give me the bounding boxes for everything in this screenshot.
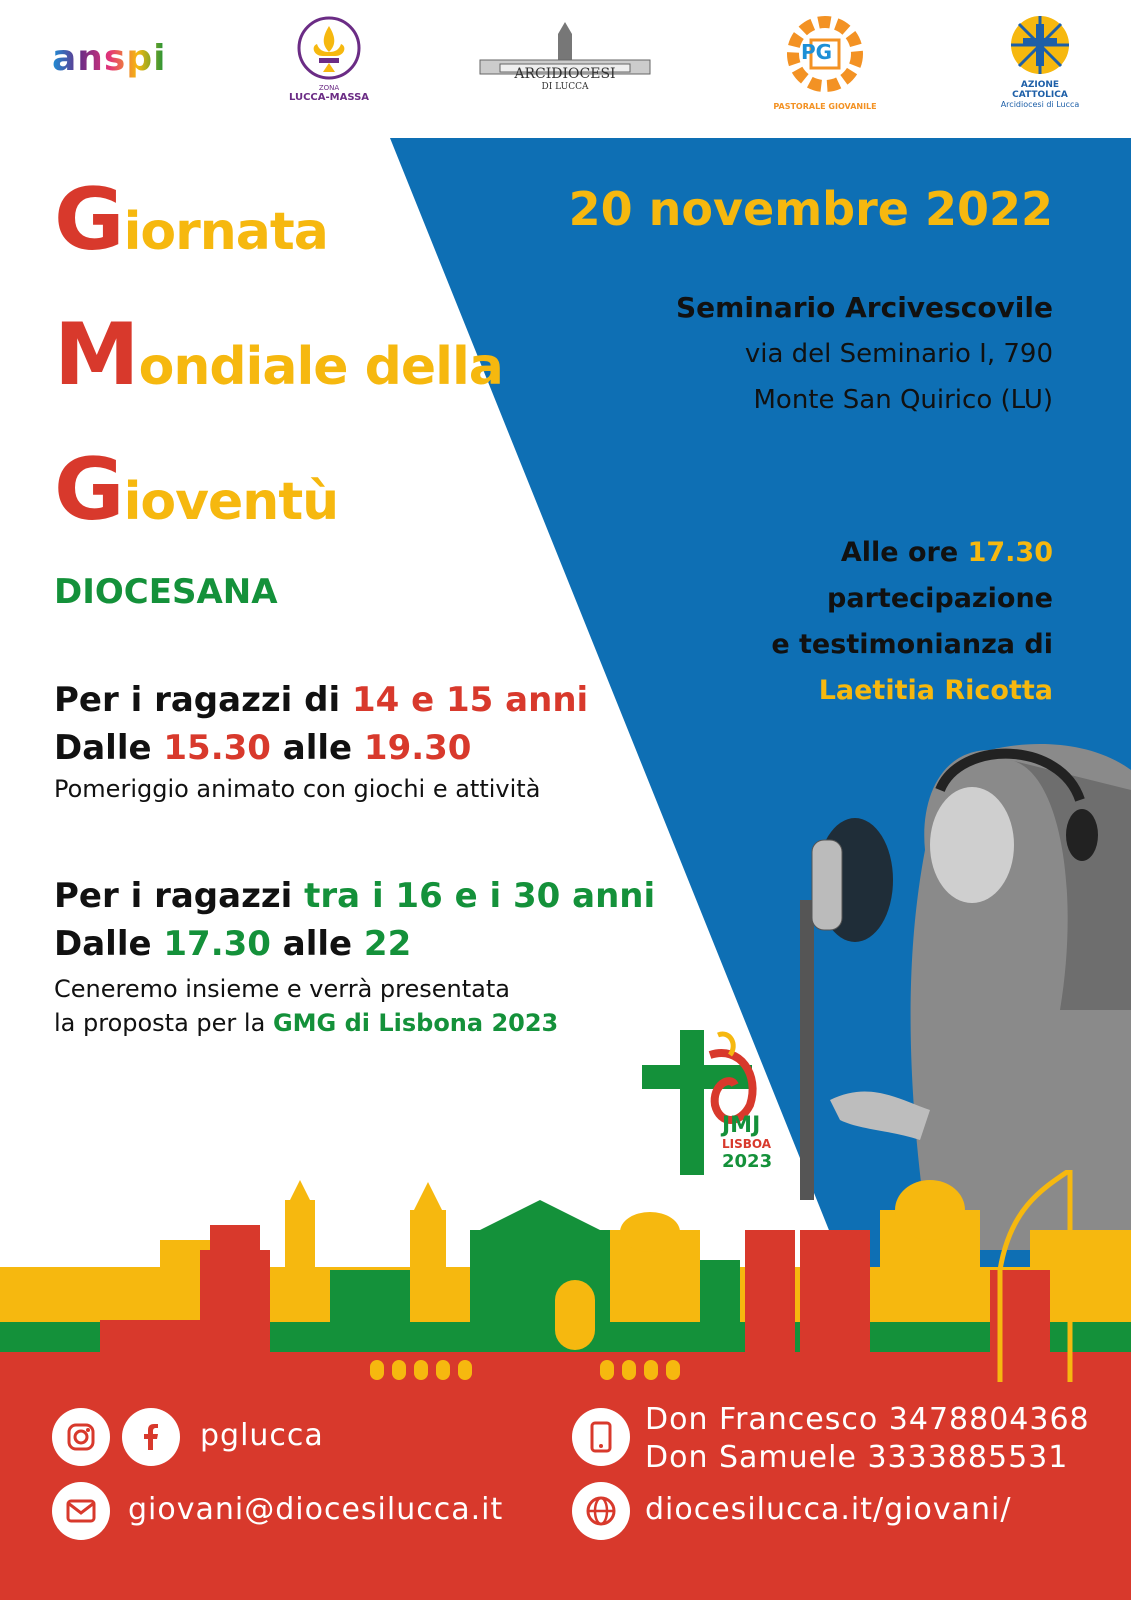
testimony-info: Alle ore 17.30 partecipazione e testimonianza di Laetitia Ricotta: [771, 537, 1053, 706]
event-venue: Seminario Arcivescovile via del Seminario I, 790 Monte San Quirico (LU): [675, 291, 1053, 415]
title-line-gioventu: Gioventù: [54, 440, 339, 540]
event-date: 20 novembre 2022: [568, 182, 1053, 236]
social-handle[interactable]: pglucca: [200, 1418, 324, 1453]
cross-rays-icon: [1009, 14, 1071, 76]
email-icon[interactable]: [52, 1482, 110, 1540]
phone-icon: [572, 1408, 630, 1466]
lisbon-skyline: [0, 1170, 1131, 1385]
partner-logos: [0, 0, 1131, 130]
contact-don-samuele: Don Samuele 3333885531: [645, 1440, 1069, 1475]
footer-contacts: [0, 1382, 1131, 1600]
facebook-icon[interactable]: [122, 1408, 180, 1466]
group-16-30: Per i ragazzi tra i 16 e i 30 anni Dalle 17.30 alle 22 Ceneremo insieme e verrà presentata la proposta per la GMG di Lisbona 2023: [54, 876, 656, 1037]
globe-icon[interactable]: [572, 1482, 630, 1540]
anspi-logo: anspi: [52, 38, 167, 79]
instagram-icon[interactable]: [52, 1408, 110, 1466]
azione-cattolica-logo: AZIONE CATTOLICA Arcidiocesi di Lucca: [995, 14, 1085, 109]
website-link[interactable]: diocesilucca.it/giovani/: [645, 1492, 1012, 1527]
email-link[interactable]: giovani@diocesilucca.it: [128, 1492, 504, 1527]
contact-don-francesco: Don Francesco 3478804368: [645, 1402, 1090, 1437]
agesci-logo: ZONA LUCCA-MASSA: [285, 16, 373, 103]
title-line-giornata: Giornata: [54, 170, 328, 270]
arcidiocesi-logo: ARCIDIOCESI DI LUCCA: [470, 20, 660, 92]
group-14-15: Per i ragazzi di 14 e 15 anni Dalle 15.30 alle 19.30 Pomeriggio animato con giochi e attività: [54, 680, 589, 803]
fleur-de-lis-icon: [297, 16, 361, 80]
title-line-mondiale: Mondiale della: [54, 305, 503, 405]
title-diocesana: DIOCESANA: [54, 572, 278, 612]
jmj-lisboa-logo: JMJ LISBOA 2023: [640, 1025, 790, 1185]
pastorale-giovanile-logo: PG PASTORALE GIOVANILE: [765, 14, 885, 111]
